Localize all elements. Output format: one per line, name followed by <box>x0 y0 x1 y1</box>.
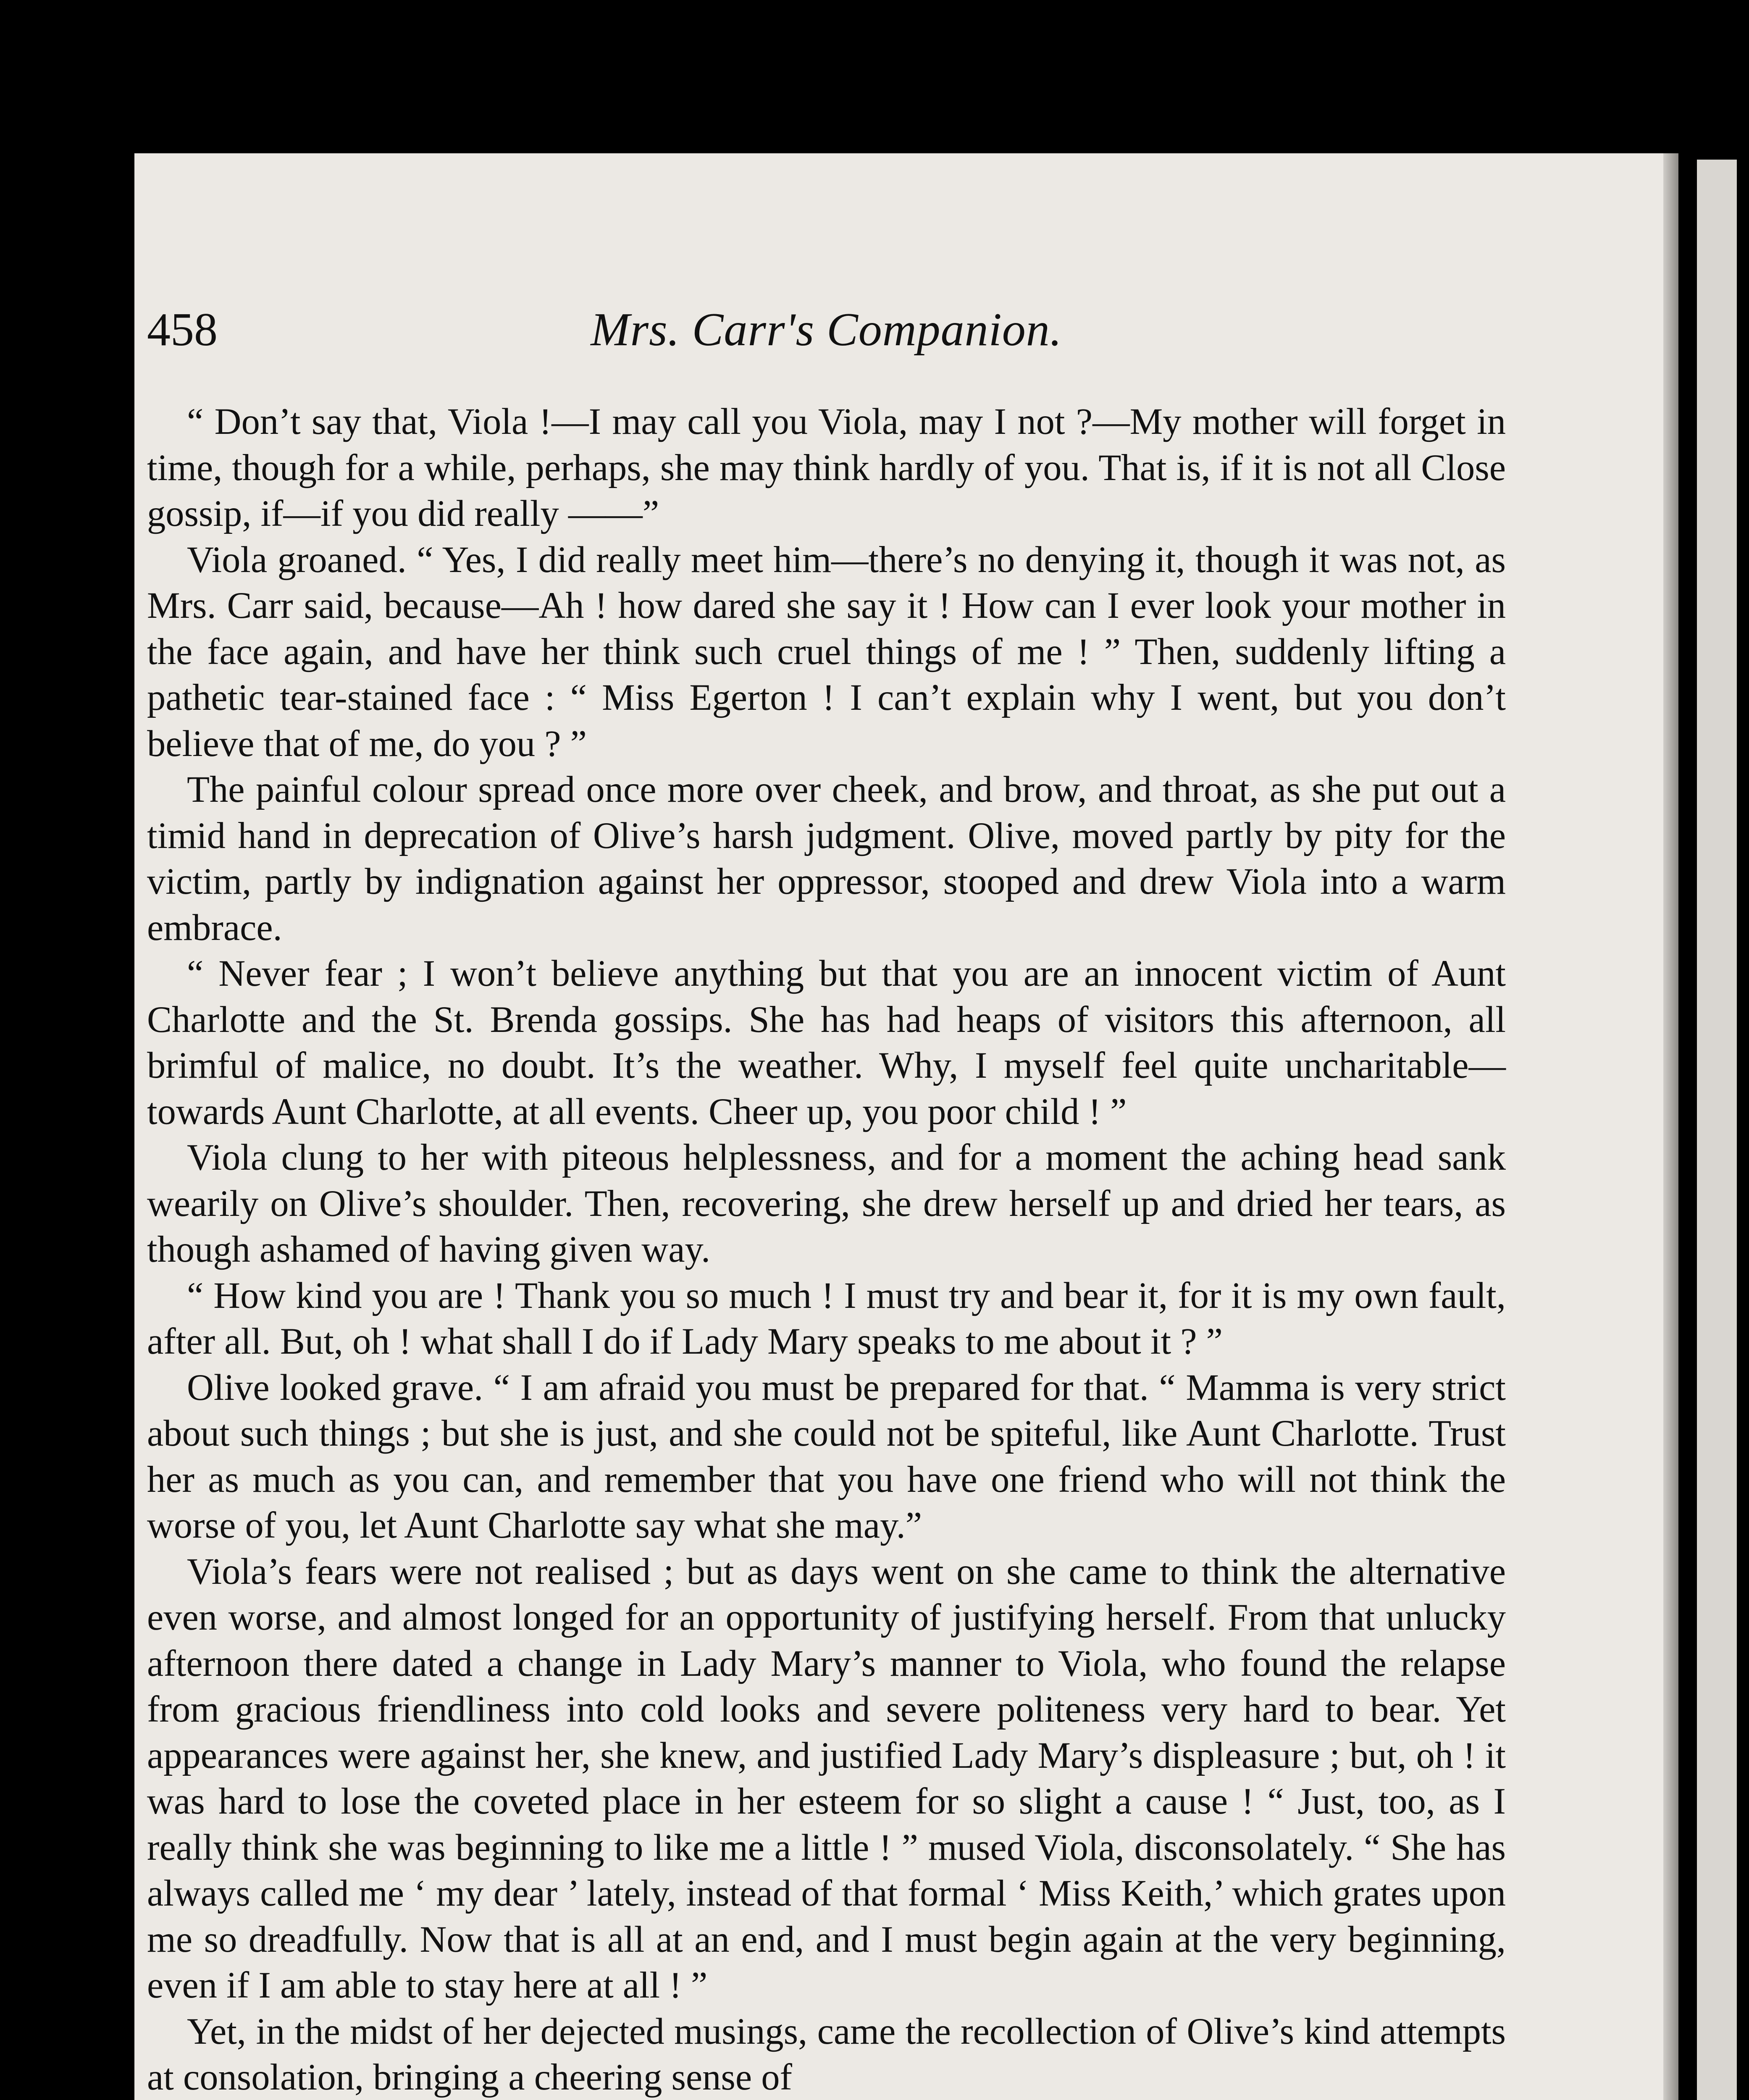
paragraph: “ Don’t say that, Viola !—I may call you Viola, may I not ?—My mother will forget in time, though for a while, perhaps, she may think hardly of you. That is, if it is not all Close gossip, if—if you did really ——” <box>147 401 1506 534</box>
paragraph: “ How kind you are ! Thank you so much ! I must try and bear it, for it is my own fault, after all. But, oh ! what shall I do if Lady Mary speaks to me about it ? ” <box>147 1275 1506 1362</box>
paragraph: Viola clung to her with piteous helplessness, and for a moment the aching head sank wearily on Olive’s shoulder. Then, recovering, she drew herself up and dried her tears, as though ashamed of having given way. <box>147 1137 1506 1270</box>
paragraph: Olive looked grave. “ I am afraid you must be prepared for that. “ Mamma is very strict about such things ; but she is just, and she could not be spiteful, like Aunt Charlotte. Trust her as much as you can, and remember that you have one friend who will not think the worse of you, let Aunt Charlotte say what she may.” <box>147 1367 1506 1546</box>
page-number: 458 <box>147 304 218 356</box>
running-title: Mrs. Carr's Companion. <box>591 304 1062 356</box>
page-header <box>147 298 1506 365</box>
paragraph: Viola’s fears were not realised ; but as days went on she came to think the alternative even worse, and almost longed for an opportunity of justifying herself. From that unlucky afternoon there dated a change in Lady Mary’s manner to Viola, who found the relapse from gracious friendliness into cold looks and severe politeness very hard to bear. Yet appearances were against her, she knew, and justified Lady Mary’s displeasure ; but, oh ! it was hard to lose the coveted place in her esteem for so slight a cause ! “ Just, too, as I really think she was beginning to like me a little ! ” mused Viola, disconsolately. “ She has always called me ‘ my dear ’ lately, instead of that formal ‘ Miss Keith,’ which grates upon me so dreadfully. Now that is all at an end, and I must begin again at the very beginning, even if I am able to stay here at all ! ” <box>147 1551 1506 2006</box>
paragraph: “ Never fear ; I won’t believe anything but that you are an innocent victim of Aunt Charlotte and the St. Brenda gossips. She has had heaps of visitors this afternoon, all brimful of malice, no doubt. It’s the weather. Why, I myself feel quite uncharitable—towards Aunt Charlotte, at all events. Cheer up, you poor child ! ” <box>147 953 1506 1132</box>
paragraph: Viola groaned. “ Yes, I did really meet him—there’s no denying it, though it was not, as Mrs. Carr said, because—Ah ! how dared she say it ! How can I ever look your mother in the face again, and have her think such cruel things of me ! ” Then, suddenly lifting a pathetic tear-stained face : “ Miss Egerton ! I can’t explain why I went, but you don’t believe that of me, do you ? ” <box>147 539 1506 764</box>
body-text <box>147 399 1506 2100</box>
paragraph: The painful colour spread once more over cheek, and brow, and throat, as she put out a timid hand in deprecation of Olive’s harsh judgment. Olive, moved partly by pity for the victim, partly by indignation against her oppressor, stooped and drew Viola into a warm embrace. <box>147 769 1506 948</box>
paragraph: Yet, in the midst of her dejected musings, came the recollection of Olive’s kind attempts at consolation, bringing a cheering sense of <box>147 2011 1506 2098</box>
page-gutter-shadow <box>1663 153 1678 2100</box>
next-page-edge <box>1697 160 1737 2100</box>
